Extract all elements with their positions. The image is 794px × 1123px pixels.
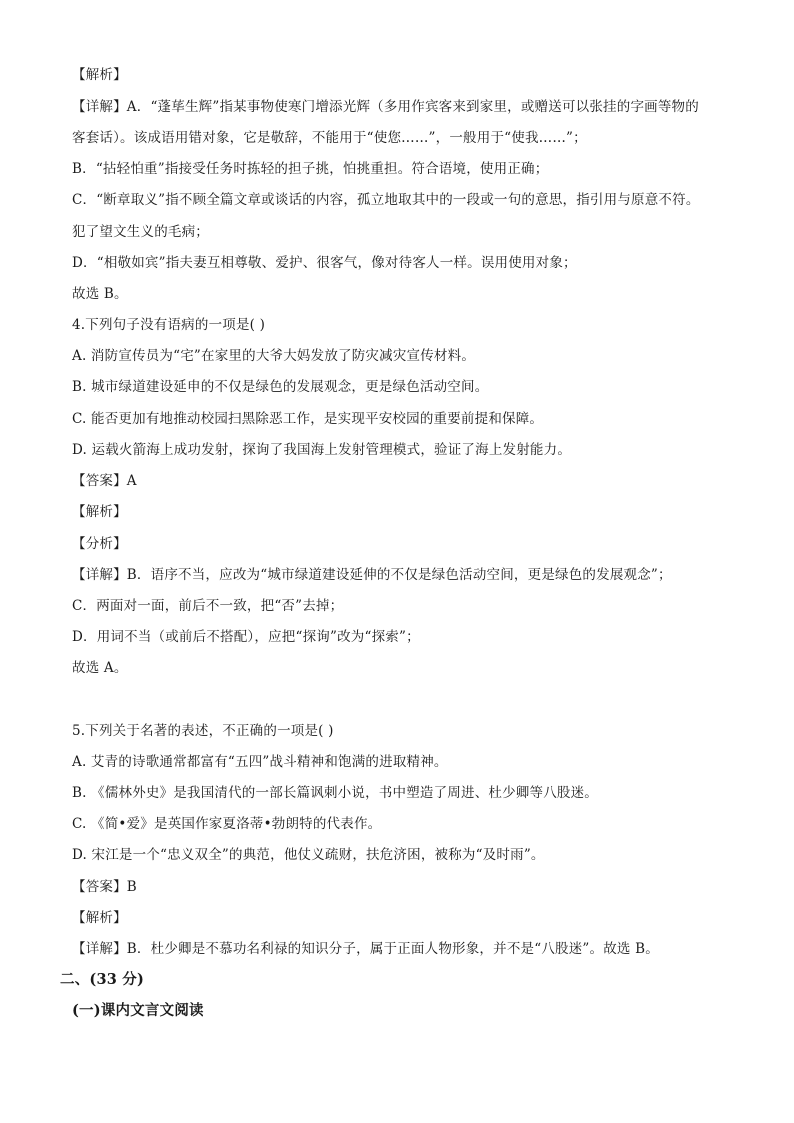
q4-detail-d: D．用词不当（或前后不搭配），应把“探询”改为“探索”； <box>72 629 420 645</box>
q3-detail-c-line2: 犯了望文生义的毛病； <box>72 224 209 240</box>
q4-answer: 【答案】A <box>72 473 137 489</box>
q3-detail-b: B．“拈轻怕重”指接受任务时拣轻的担子挑，怕挑重担。符合语境，使用正确； <box>72 161 549 177</box>
q4-fenxi-tag: 【分析】 <box>72 536 127 552</box>
q4-stem: 4.下列句子没有语病的一项是( ) <box>72 317 266 333</box>
q5-stem: 5.下列关于名著的表述，不正确的一项是( ) <box>72 723 334 739</box>
q5-detail-b: 【详解】B．杜少卿是不慕功名利禄的知识分子，属于正面人物形象，并不是“八股迷”。故选 B。 <box>72 941 659 957</box>
q4-conclusion: 故选 A。 <box>72 660 128 676</box>
q4-detail-b: 【详解】B．语序不当，应改为“城市绿道建设延伸的不仅是绿色活动空间，更是绿色的发展观念”； <box>72 567 672 583</box>
q5-option-b: B. 《儒林外史》是我国清代的一部长篇讽刺小说，书中塑造了周进、杜少卿等八股迷。 <box>72 785 599 801</box>
q4-option-b: B. 城市绿道建设延申的不仅是绿色的发展观念，更是绿色活动空间。 <box>72 379 489 395</box>
q3-detail-a-line1: 【详解】A．“蓬荜生辉”指某事物使寒门增添光辉（多用作宾客来到家里，或赠送可以张挂的字画等物的 <box>72 99 699 115</box>
q4-option-a: A. 消防宣传员为“宅”在家里的大爷大妈发放了防灾减灾宣传材料。 <box>72 348 476 364</box>
q3-detail-c-line1: C．“断章取义”指不顾全篇文章或谈话的内容，孤立地取其中的一段或一句的意思，指引用与原意不符。 <box>72 192 700 208</box>
subsection-heading: (一)课内文言文阅读 <box>72 1002 204 1019</box>
section-two-heading: 二、(33 分) <box>60 971 145 988</box>
q5-option-d: D. 宋江是一个“忠义双全”的典范，他仗义疏财，扶危济困，被称为“及时雨”。 <box>72 847 545 863</box>
q5-answer: 【答案】B <box>72 879 137 895</box>
q5-option-c: C. 《简•爱》是英国作家夏洛蒂•勃朗特的代表作。 <box>72 816 382 832</box>
q4-detail-c: C．两面对一面，前后不一致，把“否”去掉； <box>72 598 344 614</box>
q3-conclusion: 故选 B。 <box>72 286 128 302</box>
q3-detail-a-line2: 客套话）。该成语用错对象，它是敬辞，不能用于“使您……”，一般用于“使我……”； <box>72 130 587 146</box>
q3-detail-d: D．“相敬如宾”指夫妻互相尊敬、爱护、很客气，像对待客人一样。误用使用对象； <box>72 255 577 271</box>
q5-analysis-tag: 【解析】 <box>72 910 127 926</box>
q5-option-a: A. 艾青的诗歌通常都富有“五四”战斗精神和饱满的进取精神。 <box>72 754 448 770</box>
q4-analysis-tag: 【解析】 <box>72 504 127 520</box>
analysis-tag: 【解析】 <box>72 67 127 83</box>
q4-option-d: D. 运载火箭海上成功发射，探询了我国海上发射管理模式，验证了海上发射能力。 <box>72 442 572 458</box>
q4-option-c: C. 能否更加有地推动校园扫黑除恶工作，是实现平安校园的重要前提和保障。 <box>72 411 544 427</box>
